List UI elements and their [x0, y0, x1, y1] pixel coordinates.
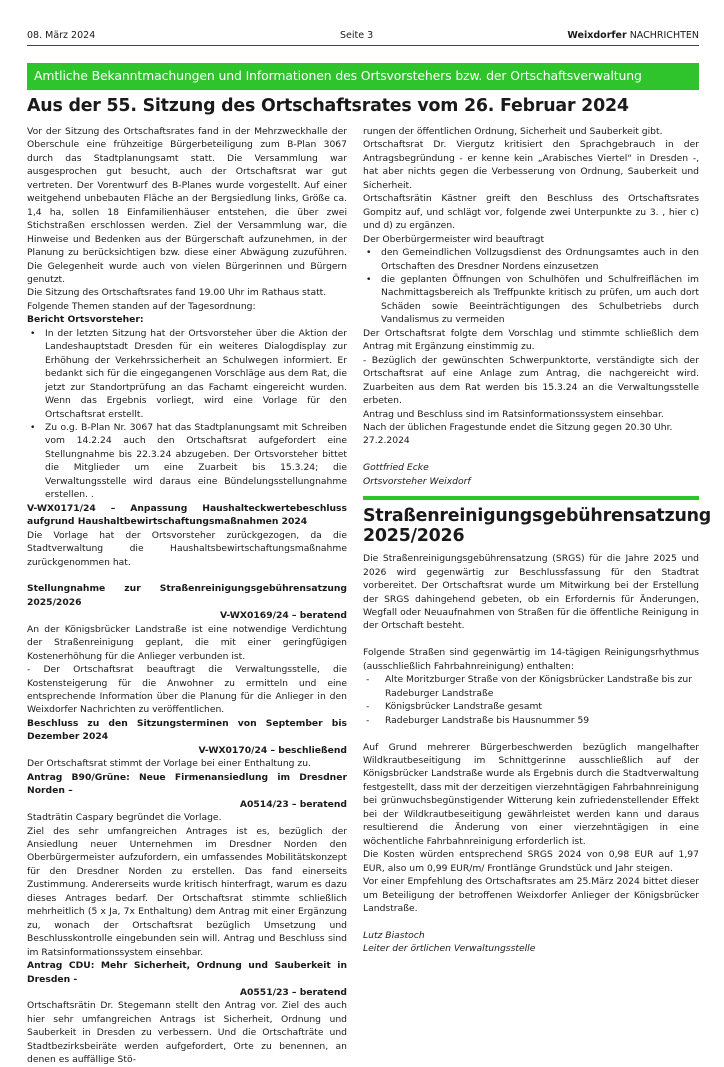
signature-role-2: Leiter der örtlichen Verwaltungsstelle — [363, 943, 536, 955]
a0514-heading: Antrag B90/Grüne: Neue Firmenansiedlung im Dresdner Norden – — [27, 771, 347, 797]
streets-intro: Folgende Straßen sind gegenwärtig im 14-tägigen Reinigungsrhythmus (ausschließlich Fahrbahnreinigung) enthalten: — [363, 647, 699, 672]
signature-role: Ortsvorsteher Weixdorf — [363, 475, 471, 487]
agenda-intro: Folgende Themen standen auf der Tagesordnung: — [27, 300, 256, 312]
continued-paragraph: rungen der öffentlichen Ordnung, Sicherheit und Sauberkeit gibt. — [363, 126, 663, 137]
signature-name-2: Lutz Biastoch — [363, 929, 425, 941]
streets-list — [363, 673, 699, 727]
a0551-heading: Antrag CDU: Mehr Sicherheit, Ordnung und Sauberkeit in Dresden - — [27, 960, 347, 985]
wx0169-reference: V-WX0169/24 – beratend — [219, 610, 347, 622]
srgs-intro: Die Straßenreinigungsgebührensatzung (SRGS) für die Jahre 2025 und 2026 wird gegenwärtig zur Beschlussfassung für den Stadtrat vorbereitet. Der Ortschaftsrat wurde um Mitwirkung bei der Erstellung der SRGS dahingehend gebeten, ob ein Erfordernis für Änderungen, Wegfall oder Neuaufnahmen von Straßen für die öffentliche Reinigung in der Ortschaft besteht. — [363, 553, 699, 632]
a0514-reference: A0514/23 – beratend — [239, 798, 347, 810]
article-title: Aus der 55. Sitzung des Ortschaftsrates vom 26. Februar 2024 — [27, 96, 629, 116]
session-end: Nach der üblichen Fragestunde endet die Sitzung gegen 20.30 Uhr. — [363, 421, 673, 433]
section-title-line-2: 2025/2026 — [363, 526, 465, 547]
wx0170-text: Der Ortschaftsrat stimmt der Vorlage bei einer Enthaltung zu. — [27, 758, 311, 770]
report-item: • Zu o.g. B-Plan Nr. 3067 hat das Stadtplanungsamt mit Schreiben vom 14.2.24 auch den Ortschaftsrat aufgefordert eine Stellungnahme bis 22.3.24 abzugeben. Der Ortsvorsteher bittet die Mitglieder um eine Zuarbeit bis 15.3.24; die Verwaltungsstelle wird daraus eine Bündelungsstellungnahme erstellen. . — [27, 421, 347, 502]
section-banner: Amtliche Bekanntmachungen und Informationen des Ortsvorstehers bzw. der Ortschaftsverwaltung — [27, 63, 699, 90]
street-item: - Radeburger Landstraße bis Hausnummer 59 — [363, 714, 699, 727]
session-date: 27.2.2024 — [363, 435, 410, 447]
report-heading: Bericht Ortsvorsteher: — [27, 314, 144, 326]
focus-locations: - Bezüglich der gewünschten Schwerpunktorte, verständigte sich der Ortschaftsrat auf eine Anlage zum Antrag, die nachgereicht wird. Zuarbeiten aus dem Rat werden bis 15.3.24 an die Verwaltungsstelle erbeten. — [363, 354, 699, 407]
a0551-reference: A0551/23 – beratend — [239, 986, 347, 998]
mandate-item: • den Gemeindlichen Vollzugsdienst des Ordnungsamtes auch in den Ortschaften des Dresdner Nordens einzusetzen — [363, 246, 699, 273]
publication-name-rest: NACHRICHTEN — [629, 30, 699, 41]
mandate-list — [363, 246, 699, 327]
wx0171-text: Die Vorlage hat der Ortsvorsteher zurückgezogen, da die Stadtverwaltung die Haushaltsbewirtschaftungsmaßnahme zurückgenommen hat. — [27, 529, 347, 568]
mandate-item: • die geplanten Öffnungen von Schulhöfen und Schulfreiflächen im Nachmittagsbereich als Treffpunkte kritisch zu prüfen, um auch dort Schäden sowie Beeinträchtigungen des Schulbetriebs durch Vandalismus zu vermeiden — [363, 273, 699, 327]
ris-note: Antrag und Beschluss sind im Ratsinformationssystem einsehbar. — [363, 408, 664, 420]
a0514-paragraph-2: Ziel des sehr umfangreichen Antrages ist es, bezüglich der Ansiedlung neuer Unternehmen im Dresdner Norden den Oberbürgermeister aufzufordern, ein umfassendes Mobilitätskonzept für den Dresdner Norden zu erstellen. Das fand einerseits Zustimmung. Andererseits wurde kritisch hinterfragt, warum es dazu dieses Antrages bedarf. Der Ortschaftsrat stimmte schließlich mehrheitlich (5 x Ja, 7x Enthaltung) dem Antrag mit einer Ergänzung zu, wonach der Ortschaftsrat bezüglich Umsetzung und Beschlusskontrolle eingebunden sein will. Antrag und Beschluss sind im Ratsinformationssystem einsehbar. — [27, 825, 347, 958]
participation-paragraph: Vor einer Empfehlung des Ortschaftsrates am 25.März 2024 bittet dieser um Beteiligung der betroffenen Weixdorfer Anlieger der Königsbrücker Landstraße. — [363, 876, 699, 914]
report-list — [27, 327, 347, 502]
publication-name-bold: Weixdorfer — [567, 30, 627, 41]
wx0170-heading: Beschluss zu den Sitzungsterminen von September bis Dezember 2024 — [27, 717, 347, 743]
wx0169-paragraph-1: An der Königsbrücker Landstraße ist eine notwendige Verdichtung der Straßenreinigung geplant, die mit einer geringfügigen Kostenerhöhung für die Anlieger verbunden ist. — [27, 623, 347, 662]
section-divider — [363, 496, 699, 500]
issue-date: 08. März 2024 — [27, 30, 96, 41]
right-column — [363, 125, 712, 956]
mayor-mandate: Der Oberbürgermeister wird beauftragt — [363, 233, 545, 245]
viergutz-paragraph: Ortschaftsrat Dr. Viergutz kritisiert den Sprachgebrauch in der Antragsbegründung - er kenne kein „Arabisches Viertel“ in Dresden -, hat aber nichts gegen die Verbesserung von Ordnung, Sauberkeit und Sicherheit. — [363, 139, 699, 191]
signature-name: Gottfried Ecke — [363, 462, 429, 474]
wx0169-heading: Stellungnahme zur Straßenreinigungsgebührensatzung 2025/2026 — [27, 583, 347, 608]
header-rule — [27, 45, 699, 46]
wx0171-heading: V-WX0171/24 – Anpassung Haushalteckwertebeschluss aufgrund Haushaltbewirtschaftungsmaßnahmen 2024 — [27, 502, 347, 528]
intro-paragraph: Vor der Sitzung des Ortschaftsrates fand in der Mehrzweckhalle der Oberschule eine frühzeitige Bürgerbeteiligung zum B-Plan 3067 durch das Stadtplanungsamt statt. Die Versammlung war ausgesprochen gut besucht, auch der Ortschaftsrat war gut vertreten. Der Vorentwurf des B-Planes wurde vorgestellt. Auf einer weitgehend unbebauten Fläche an der Bergsiedlung links, Größe ca. 1,4 ha, sollen 18 Einfamilienhäuser entstehen, die über zwei Stichstraßen erschlossen werden. Ziel der Versammlung war, die Hinweise und Bedenken aus der Bürgerschaft aufzunehmen, in der Planung zu berücksichtigen bzw. diese einer Abwägung zuzuführen. Die Gelegenheit wurde auch von vielen Bürgerinnen und Bürgern genutzt. — [27, 126, 347, 285]
street-item: - Königsbrücker Landstraße gesamt — [363, 700, 699, 713]
complaints-paragraph: Auf Grund mehrerer Bürgerbeschwerden bezüglich mangelhafter Wildkrautbeseitigung im Schnittgerinne ausschließlich auf der Königsbrücker Landstraße wurde als Ergebnis durch die Stadtverwaltung festgestellt, dass mit der derzeitigen vierzehntägigen Fahrbahnreinigung bei grünwuchsbegünstigender Witterung kein zufriedenstellender Effekt bei der Wildkrautbeseitigung gewährleistet werden kann und daraus resultierend die Änderung von einer vierzehntägigen in eine wöchentliche Fahrbahnreinigung erforderlich ist. — [363, 741, 699, 847]
left-column — [27, 125, 347, 1067]
publication-name — [567, 30, 699, 41]
kaestner-paragraph: Ortschaftsrätin Kästner greift den Beschluss des Ortschaftsrates Gompitz auf, und schlägt vor, folgende zwei Unterpunkte zu 3. , hier c) und d) zu ergänzen. — [363, 193, 699, 232]
costs-paragraph: Die Kosten würden entsprechend SRGS 2024 von 0,98 EUR auf 1,97 EUR, also um 0,99 EUR/m/ Frontlänge Grundstück und Jahr steigen. — [363, 849, 699, 874]
vote-result: Der Ortschaftsrat folgte dem Vorschlag und stimmte schließlich dem Antrag mit Ergänzung einstimmig zu. — [363, 327, 699, 353]
session-time: Die Sitzung des Ortschaftsrates fand 19.00 Uhr im Rathaus statt. — [27, 287, 327, 299]
page-header — [27, 24, 699, 46]
wx0170-reference: V-WX0170/24 – beschließend — [198, 744, 347, 756]
wx0169-paragraph-2: - Der Ortschaftsrat beauftragt die Verwaltungsstelle, die Kostensteigerung für die Anwohner zu ermitteln und eine entsprechende Information über die Planung für die Anlieger in den Weixdorfer Nachrichten zu veröffentlichen. — [27, 664, 347, 716]
a0551-paragraph-1: Ortschaftsrätin Dr. Stegemann stellt den Antrag vor. Ziel des auch hier sehr umfangreichen Antrags ist Sicherheit, Ordnung und Sauberkeit in Dresden zu verbessern. Und die Ortschafträte und Stadtbezirksbeiräte werden aufgefordert, Orte zu benennen, an denen es auffällige Stö- — [27, 1000, 347, 1066]
section-title — [363, 506, 712, 547]
section-title-line-1: Straßenreinigungsgebührensatzung — [363, 506, 712, 527]
page-number: Seite 3 — [340, 30, 374, 41]
street-item: - Alte Moritzburger Straße von der Königsbrücker Landstraße bis zur Radeburger Landstraße — [363, 673, 699, 700]
report-item: • In der letzten Sitzung hat der Ortsvorsteher über die Aktion der Landeshauptstadt Dresden für ein weiteres Dialogdisplay zur Erhöhung der Verkehrssicherheit an Schulwegen informiert. Er bedankt sich für die eingegangenen Vorschläge aus dem Rat, die jetzt zur Standortprüfung an das Fachamt eingereicht wurden. Wenn das Ergebnis vorliegt, wird eine Vorlage für den Ortschaftsrat erstellt. — [27, 327, 347, 421]
a0514-paragraph-1: Stadträtin Caspary begründet die Vorlage. — [27, 812, 222, 824]
